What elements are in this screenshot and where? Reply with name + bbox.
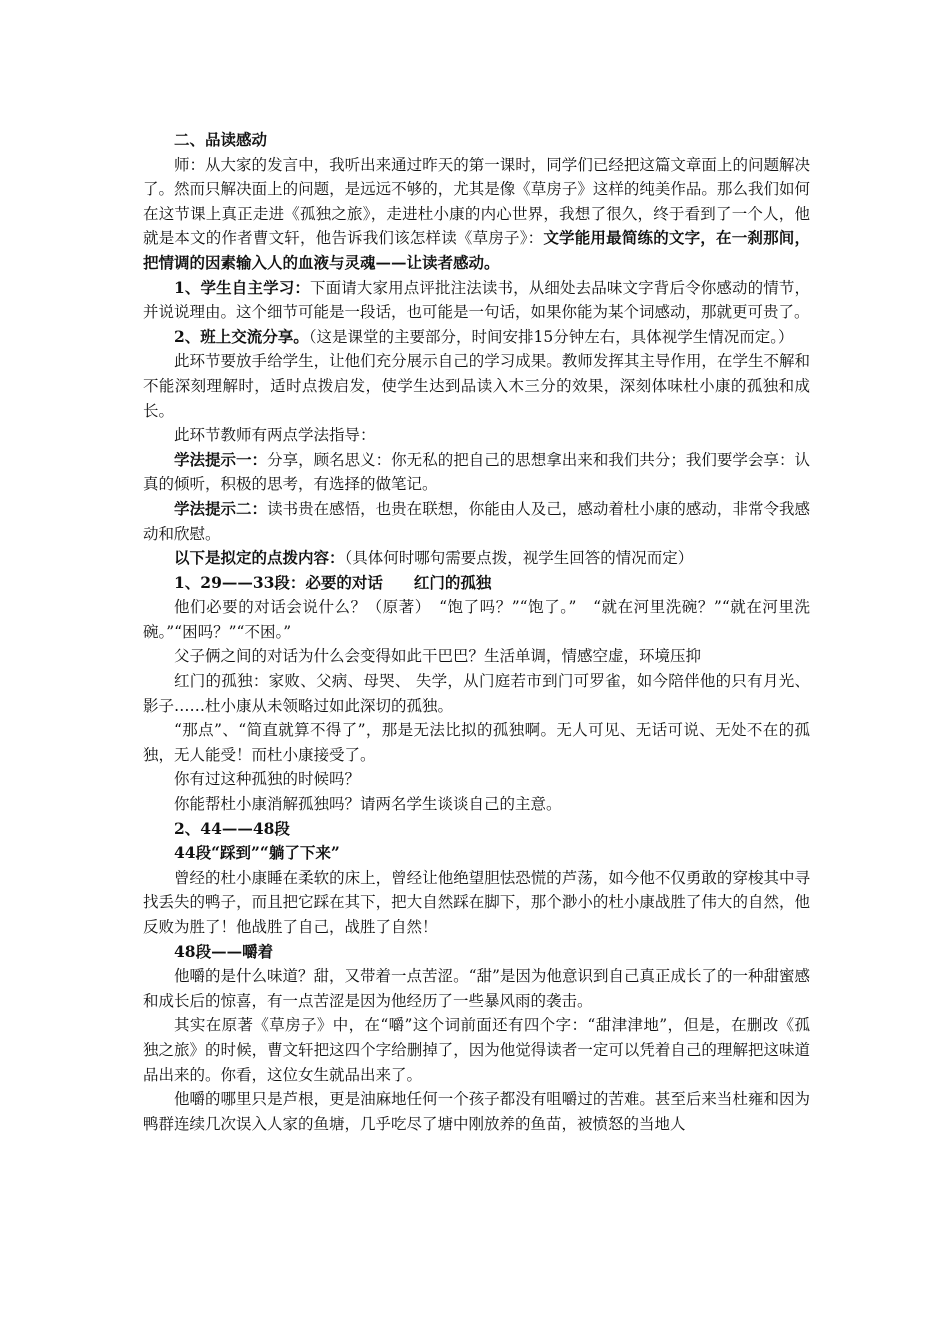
tip1-text: 分享，顾名思义：你无私的把自己的思想拿出来和我们共分；我们要学会享：认真的倾听，积极的思考，有选择的做笔记。 [143, 450, 810, 494]
segment1-paragraph-1: 他们必要的对话会说什么？（原著） “饱了吗？”“饱了。” “就在河里洗碗？”“就在河里洗碗。”“困吗？”“不困。” [143, 598, 810, 641]
segment1-paragraph-4: “那点”、“简直就算不得了”，那是无法比拟的孤独啊。无人可见、无话可说、无处不在的孤独，无人能受！而杜小康接受了。 [143, 721, 810, 764]
segment1-paragraph-2: 父子俩之间的对话为什么会变得如此干巴巴？生活单调，情感空虚，环境压抑 [174, 647, 702, 666]
intro-text: 师：从大家的发言中，我听出来通过昨天的第一课时，同学们已经把这篇文章面上的问题解决了。然而只解决面上的问题，是远远不够的，尤其是像《草房子》这样的纯美作品。那么我们如何在这节课上真正走进《孤独之旅》，走进杜小康的内心世界，我想了很久，终于看到了一个人，他就是本文的作者曹文轩，他告诉我们该怎样读《草房子》： [143, 155, 810, 248]
document-page [143, 128, 810, 1136]
segment44-title: 44段“踩到”“躺了下来” [174, 843, 340, 863]
step2-paragraph [143, 325, 810, 350]
segment1-title: 1、29——33段：必要的对话 红门的孤独 [174, 572, 492, 592]
tip2-label: 学法提示二： [174, 498, 268, 518]
plan-text: （具体何时哪句需要点拨，视学生回答的情况而定） [344, 549, 694, 568]
step2-label: 2、班上交流分享。 [174, 326, 309, 346]
step2-text: （这是课堂的主要部分，时间安排15分钟左右，具体视学生情况而定。） [308, 327, 794, 346]
segment1-paragraph-3: 红门的孤独：家败、父病、母哭、 失学，从门庭若市到门可罗雀，如今陪伴他的只有月光、影子……杜小康从未领略过如此深切的孤独。 [143, 672, 810, 715]
plan-paragraph [143, 546, 810, 571]
segment48-paragraph-1: 他嚼的是什么味道？甜，又带着一点苦涩。“甜”是因为他意识到自己真正成长了的一种甜蜜感和成长后的惊喜，有一点苦涩是因为他经历了一些暴风雨的袭击。 [143, 967, 810, 1010]
intro-paragraph [143, 153, 810, 276]
segment48-title: 48段——嚼着 [174, 941, 274, 961]
guide-paragraph: 此环节教师有两点学法指导： [174, 426, 376, 445]
tip2-paragraph [143, 497, 810, 546]
intro-quote: 文学能用最简练的文字，在一刹那间，把情调的因素输入人的血液与灵魂——让读者感动。 [143, 228, 810, 272]
tip1-paragraph [143, 448, 810, 497]
segment1-paragraph-5: 你有过这种孤独的时候吗？ [174, 770, 361, 789]
segment2-title: 2、44——48段 [174, 818, 290, 838]
section-heading: 二、品读感动 [174, 130, 268, 149]
tip2-text: 读书贵在感悟，也贵在联想，你能由人及己，感动着杜小康的感动，非常令我感动和欣慰。 [143, 499, 810, 543]
segment44-paragraph: 曾经的杜小康睡在柔软的床上，曾经让他绝望胆怯恐慌的芦荡，如今他不仅勇敢的穿梭其中寻找丢失的鸭子，而且把它踩在其下，把大自然踩在脚下，那个渺小的杜小康战胜了伟大的自然，他反败为胜了！他战胜了自己，战胜了自然！ [143, 868, 810, 936]
step1-label: 1、学生自主学习： [174, 277, 310, 297]
step1-text: 下面请大家用点评批注法读书，从细处去品味文字背后令你感动的情节，并说说理由。这个细节可能是一段话，也可能是一句话，如果你能为某个词感动，那就更可贵了。 [143, 278, 810, 322]
plan-label: 以下是拟定的点拨内容： [174, 548, 345, 568]
tip1-label: 学法提示一： [174, 449, 268, 469]
step1-paragraph [143, 276, 810, 325]
segment48-paragraph-2: 其实在原著《草房子》中，在“嚼”这个词前面还有四个字：“甜津津地”，但是，在删改《孤独之旅》的时候，曹文轩把这四个字给删掉了，因为他觉得读者一定可以凭着自己的理解把这味道品出来的。你看，这位女生就品出来了。 [143, 1016, 810, 1084]
segment1-paragraph-6: 你能帮杜小康消解孤独吗？请两名学生谈谈自己的主意。 [174, 795, 562, 814]
segment48-paragraph-3: 他嚼的哪里只是芦根，更是油麻地任何一个孩子都没有咀嚼过的苦难。甚至后来当杜雍和因为鸭群连续几次误入人家的鱼塘，几乎吃尽了塘中刚放养的鱼苗，被愤怒的当地人 [143, 1090, 810, 1133]
environment-paragraph: 此环节要放手给学生，让他们充分展示自己的学习成果。教师发挥其主导作用，在学生不解和不能深刻理解时，适时点拨启发，使学生达到品读入木三分的效果，深刻体味杜小康的孤独和成长。 [143, 352, 810, 420]
